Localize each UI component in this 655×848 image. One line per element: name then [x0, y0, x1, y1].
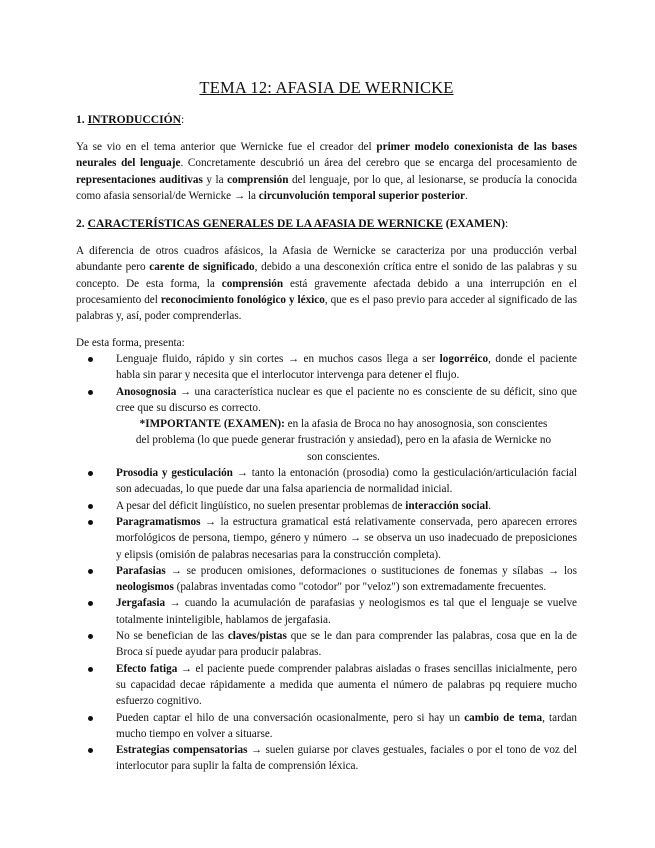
- section-colon: :: [181, 113, 185, 126]
- section-heading-introduccion: [76, 112, 577, 127]
- list-item: Efecto fatiga → el paciente puede comprender palabras aisladas o frases sencillas inicialmente, pero su capacidad decae rápidamente a medida que aumenta el número de palabras pq requiere mucho esfuerzo cognitivo.: [76, 661, 577, 710]
- section-title: INTRODUCCIÓN: [87, 113, 182, 126]
- exam-note: *IMPORTANTE (EXAMEN): en la afasia de Broca no hay anosognosia, son conscientes del problema (lo que puede generar frustración y ansiedad), pero en la afasia de Wernicke no son conscientes.: [135, 418, 552, 463]
- list-item: No se benefician de las claves/pistas que se le dan para comprender las palabras, cosa que en la de Broca sí puede ayudar para producir palabras.: [76, 628, 577, 661]
- list-item: Anosognosia → una característica nuclear es que el paciente no es consciente de su déficit, sino que cree que su discurso es correcto.: [76, 384, 577, 417]
- list-item: A pesar del déficit lingüístico, no suelen presentar problemas de interacción social.: [76, 498, 577, 514]
- list-item: Parafasias → se producen omisiones, deformaciones o sustituciones de fonemas y sílabas → los neologismos (palabras inventadas como "cotodor" por "veloz") son extremadamente frecuentes.: [76, 563, 577, 596]
- list-item: Paragramatismos → la estructura gramatical está relativamente conservada, pero aparecen errores morfológicos de persona, tiempo, género y número → se observa un uso inadecuado de preposiciones y elipsis (omisión de palabras necesarias para la construcción completa).: [76, 514, 577, 563]
- section-exam-tag: (EXAMEN): [445, 217, 505, 231]
- section-colon: :: [504, 217, 509, 231]
- list-item: Pueden captar el hilo de una conversación ocasionalmente, pero si hay un cambio de tema, tardan mucho tiempo en volver a situarse.: [76, 710, 577, 743]
- section-heading-caracteristicas: [76, 216, 577, 231]
- list-item: Lenguaje fluido, rápido y sin cortes → en muchos casos llega a ser logorréico, donde el paciente habla sin parar y necesita que el interlocutor intervenga para detener el flujo.: [76, 351, 577, 384]
- intro-paragraph: Ya se vio en el tema anterior que Wernicke fue el creador del primer modelo conexionista de las bases neurales del lenguaje. Concretamente descubrió un área del cerebro que se encarga del procesamiento de representaciones auditivas y la comprensión del lenguaje, por lo que, al lesionarse, se producía la conocida como afasia sensorial/de Wernicke → la circunvolución temporal superior posterior.: [76, 141, 577, 202]
- section-number: 1.: [76, 113, 85, 126]
- section-title: CARACTERÍSTICAS GENERALES DE LA AFASIA DE WERNICKE: [87, 217, 443, 231]
- page-title: TEMA 12: AFASIA DE WERNICKE: [199, 78, 454, 97]
- characteristics-paragraph: A diferencia de otros cuadros afásicos, la Afasia de Wernicke se caracteriza por una producción verbal abundante pero carente de significado, debido a una desconexión crítica entre el sonido de las palabras y su concepto. De esta forma, la comprensión está gravemente afectada debido a una interrupción en el procesamiento del reconocimiento fonológico y léxico, que es el paso previo para acceder al significado de las palabras y, así, poder comprenderlas.: [76, 245, 578, 323]
- list-item: Prosodia y gesticulación → tanto la entonación (prosodia) como la gesticulación/articulación facial son adecuadas, lo que puede dar una falsa apariencia de normalidad inicial.: [76, 465, 577, 498]
- list-lead-text: De esta forma, presenta:: [76, 336, 185, 349]
- list-item: Jergafasia → cuando la acumulación de parafasias y neologismos es tal que el lenguaje se vuelve totalmente ininteligible, hablamos de jergafasia.: [76, 595, 577, 628]
- characteristics-list: [76, 351, 577, 775]
- section-number: 2.: [76, 217, 85, 231]
- list-item: Estrategias compensatorias → suelen guiarse por claves gestuales, faciales o por el tono de voz del interlocutor para suplir la falta de comprensión léxica.: [76, 742, 577, 775]
